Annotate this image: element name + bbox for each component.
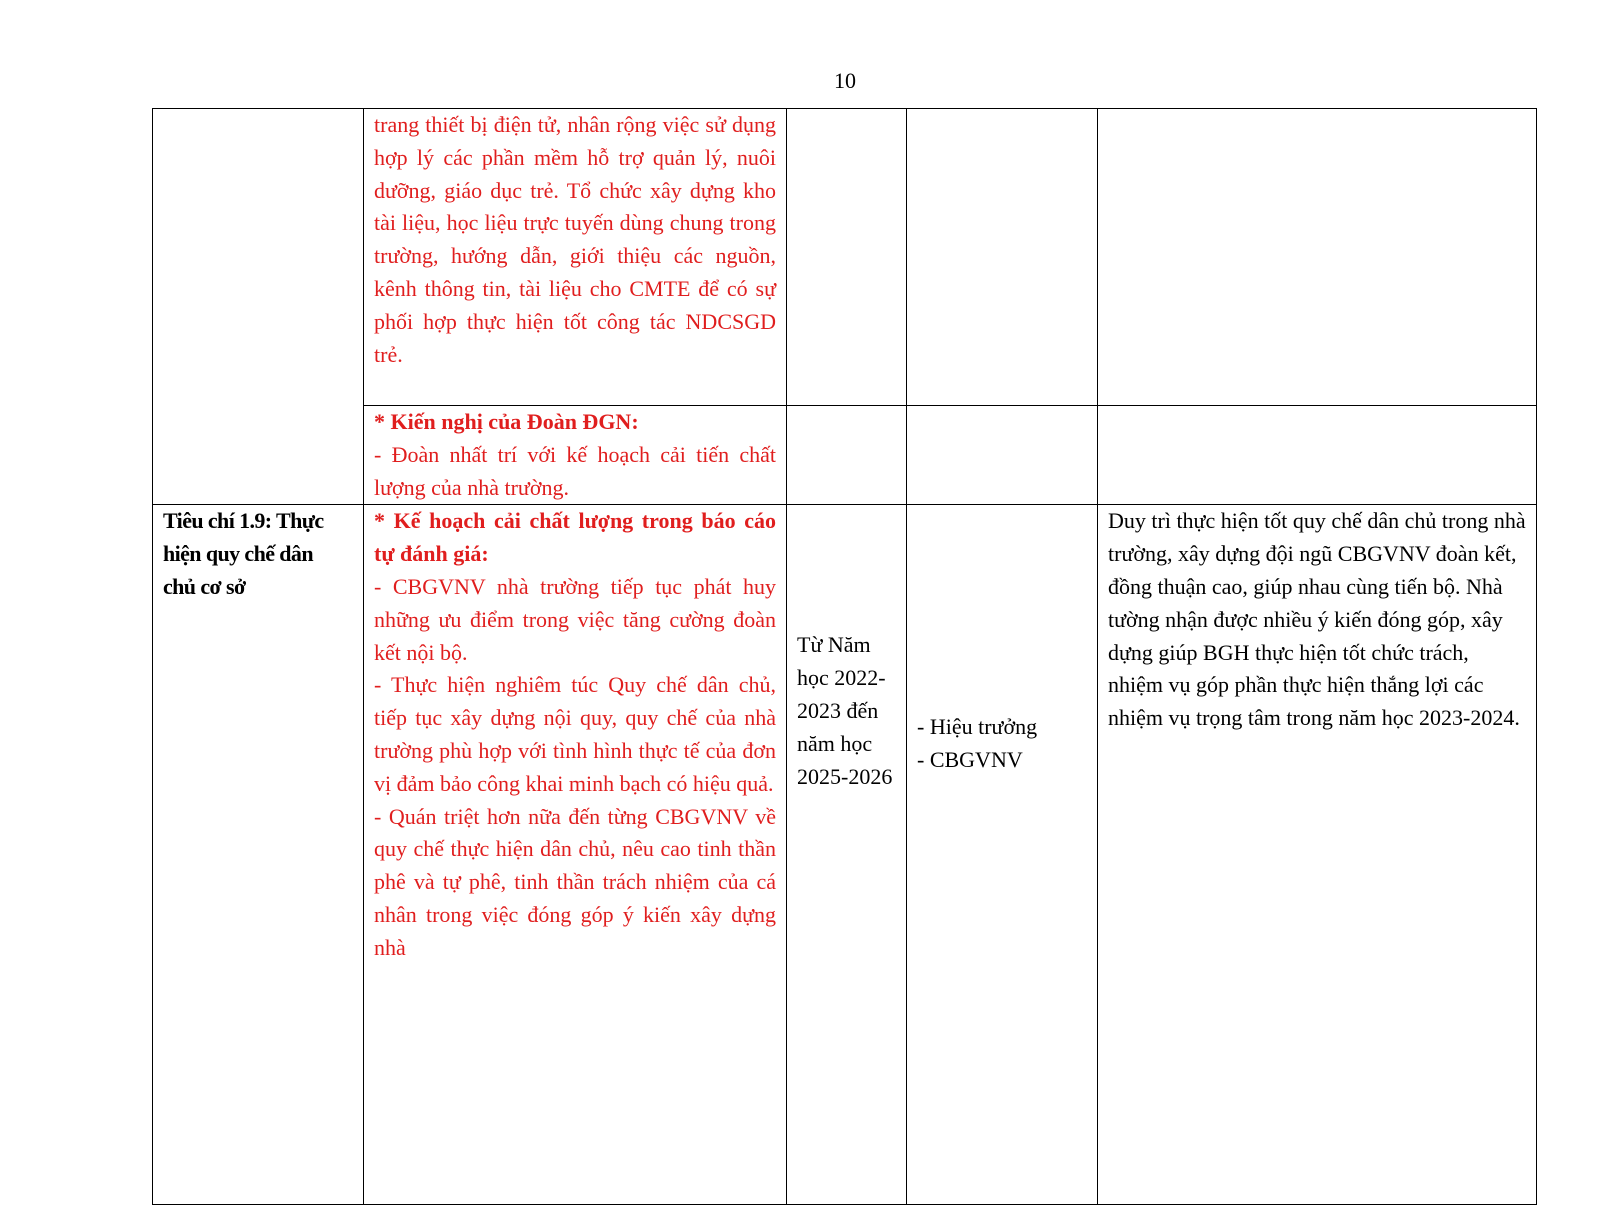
improvement-plan-table bbox=[152, 108, 1537, 1205]
time-cell bbox=[787, 406, 907, 505]
plan-heading: * Kế hoạch cải chất lượng trong báo cáo tự đánh giá: bbox=[374, 508, 776, 567]
page-number: 10 bbox=[834, 68, 856, 93]
plan-item: - Quán triệt hơn nữa đến từng CBGVNV về quy chế thực hiện dân chủ, nêu cao tinh thần phê và tự phê, tinh thần trách nhiệm của cá nhân trong việc đóng góp ý kiến xây dựng nhà bbox=[374, 803, 776, 960]
table-row bbox=[153, 109, 1537, 406]
time-cell bbox=[787, 505, 907, 1205]
responsible-item: - CBGVNV bbox=[917, 747, 1023, 773]
plan-item: - Thực hiện nghiêm túc Quy chế dân chủ, tiếp tục xây dựng nội quy, quy chế của nhà trường phù hợp với tình hình thực tế của đơn vị đảm bảo công khai minh bạch có hiệu quả. bbox=[374, 672, 776, 796]
result-cell bbox=[1098, 109, 1537, 406]
time-text: Từ Năm học 2022-2023 đến năm học 2025-2026 bbox=[797, 632, 893, 789]
plan-text: trang thiết bị điện tử, nhân rộng việc sử dụng hợp lý các phần mềm hỗ trợ quản lý, nuôi dưỡng, giáo dục trẻ. Tổ chức xây dựng kho tài liệu, học liệu trực tuyến dùng chung trong trường, hướng dẫn, giới thiệu các nguồn, kênh thông tin, tài liệu cho CMTE để có sự phối hợp thực hiện tốt công tác NDCSGD trẻ. bbox=[374, 112, 776, 367]
recommendation-cell bbox=[364, 406, 787, 505]
responsible-item: - Hiệu trưởng bbox=[917, 714, 1038, 740]
table-row bbox=[153, 505, 1537, 1205]
recommendation-text: - Đoàn nhất trí với kế hoạch cải tiến chất lượng của nhà trường. bbox=[374, 441, 776, 500]
time-cell bbox=[787, 109, 907, 406]
plan-item: - CBGVNV nhà trường tiếp tục phát huy những ưu điểm trong việc tăng cường đoàn kết nội bộ. bbox=[374, 573, 776, 665]
responsible-cell bbox=[907, 109, 1098, 406]
plan-cell bbox=[364, 109, 787, 406]
responsible-cell bbox=[907, 505, 1098, 1205]
criterion-label: Tiêu chí 1.9: Thực hiện quy chế dân chủ cơ sở bbox=[163, 508, 324, 599]
criterion-cell bbox=[153, 109, 364, 505]
responsible-cell bbox=[907, 406, 1098, 505]
result-cell bbox=[1098, 505, 1537, 1205]
plan-cell bbox=[364, 505, 787, 1205]
result-cell bbox=[1098, 406, 1537, 505]
recommendation-heading: * Kiến nghị của Đoàn ĐGN: bbox=[374, 409, 639, 434]
result-text: Duy trì thực hiện tốt quy chế dân chủ trong nhà trường, xây dựng đội ngũ CBGVNV đoàn kết, đồng thuận cao, giúp nhau cùng tiến bộ. Nhà tường nhận được nhiều ý kiến đóng góp, xây dựng giúp BGH thực hiện tốt chức trách, nhiệm vụ góp phần thực hiện thắng lợi các nhiệm vụ trọng tâm trong năm học 2023-2024. bbox=[1108, 508, 1526, 731]
criterion-cell bbox=[153, 505, 364, 1205]
